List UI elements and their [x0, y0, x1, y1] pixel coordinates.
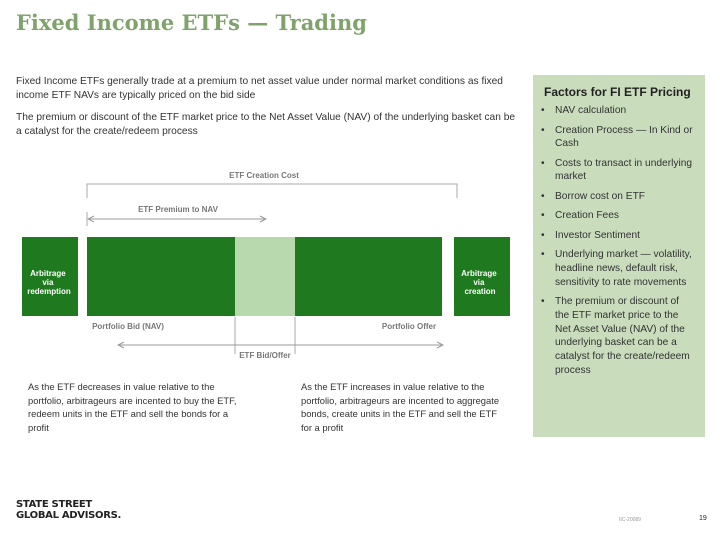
- document-code: IIC-20089: [619, 517, 641, 523]
- catalyst-paragraph: The premium or discount of the ETF market price to the Net Asset Value (NAV) of the underlying basket can be a catalyst for the create/redeem process: [16, 112, 516, 137]
- bullet-icon: •: [541, 190, 545, 202]
- portfolio-bid-label: Portfolio Bid (NAV): [92, 322, 164, 331]
- factor-item: • Borrow cost on ETF: [541, 190, 646, 202]
- portfolio-band-right: [295, 237, 442, 316]
- bullet-icon: •: [541, 296, 545, 308]
- intro-paragraph: Fixed Income ETFs generally trade at a premium to net asset value under normal market conditions as fixed income ETF NAVs are typically priced on the bid side: [16, 76, 503, 101]
- creation-cost-bracket: [87, 184, 457, 198]
- page-number: 19: [699, 515, 707, 522]
- factor-item: • Costs to transact in underlying market: [541, 157, 693, 183]
- portfolio-band-left: [87, 237, 235, 316]
- etf-bid-offer-label: ETF Bid/Offer: [239, 351, 291, 360]
- factor-item: • The premium or discount of the ETF market price to the Net Asset Value (NAV) of the underlying basket can be a catalyst for the create/redeem process: [541, 296, 690, 376]
- arb-redemption-text: Arbitrage via redemption: [27, 269, 71, 296]
- bullet-icon: •: [541, 157, 545, 169]
- caption-right: As the ETF increases in value relative to the portfolio, arbitrageurs are incented to aggregate bonds, create units in the ETF and sell the ETF for a profit: [301, 381, 500, 433]
- arb-creation-text: Arbitrage via creation: [461, 269, 497, 296]
- bullet-icon: •: [541, 124, 545, 136]
- portfolio-offer-label: Portfolio Offer: [381, 322, 437, 331]
- factors-list: [533, 104, 705, 383]
- company-logo: STATE STREET GLOBAL ADVISORS.: [16, 499, 122, 521]
- bullet-icon: •: [541, 210, 545, 222]
- factors-heading: Factors for FI ETF Pricing: [544, 85, 691, 99]
- bullet-icon: •: [541, 105, 545, 116]
- factor-item: • Underlying market — volatility, headline news, default risk, sensitivity to rate movements: [541, 249, 692, 288]
- page-title: Fixed Income ETFs — Trading: [16, 10, 367, 35]
- premium-nav-label: ETF Premium to NAV: [138, 205, 218, 214]
- pricing-diagram: [20, 160, 520, 365]
- factor-item: • Investor Sentiment: [541, 229, 640, 241]
- factor-item: • Creation Fees: [541, 210, 619, 222]
- etf-bid-offer-band: [235, 237, 295, 316]
- factor-item: • NAV calculation: [541, 105, 627, 116]
- factors-panel: [533, 75, 705, 437]
- bullet-icon: •: [541, 249, 545, 261]
- caption-left: As the ETF decreases in value relative to the portfolio, arbitrageurs are incented to buy the ETF, redeem units in the ETF and sell the bonds for a profit: [28, 381, 237, 433]
- creation-cost-label: ETF Creation Cost: [229, 171, 299, 180]
- factor-item: • Creation Process — In Kind or Cash: [541, 124, 693, 150]
- bullet-icon: •: [541, 229, 545, 241]
